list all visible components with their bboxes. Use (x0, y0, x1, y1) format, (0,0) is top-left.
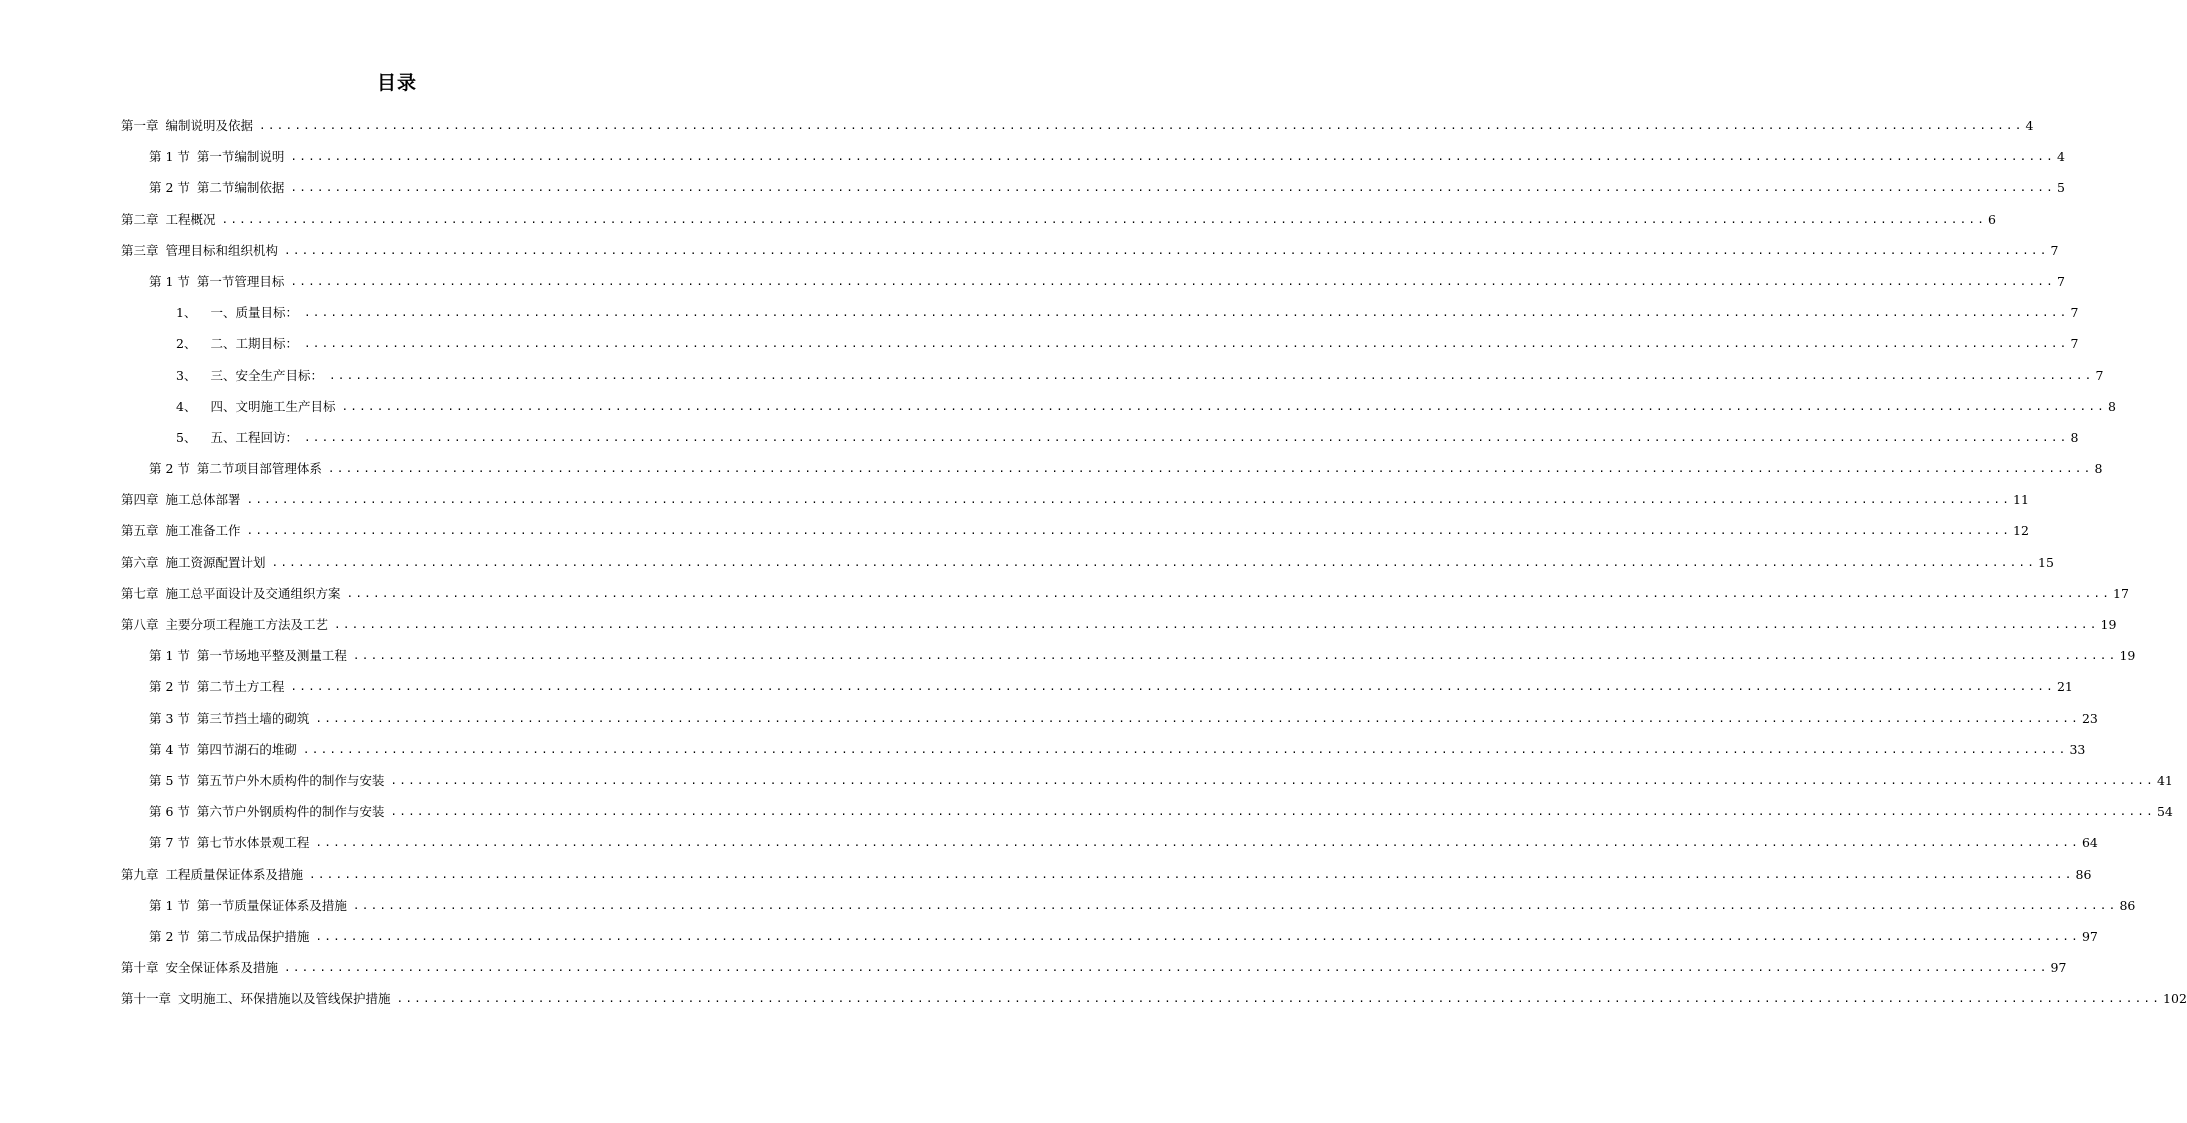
toc-entry[interactable] (121, 235, 2059, 266)
toc-entry-number: 2、 (176, 336, 197, 352)
toc-entry-number: 第 2 节 (149, 180, 190, 196)
toc-entry-page-number: 41 (2156, 772, 2173, 788)
toc-entry-page-number: 19 (2100, 617, 2117, 632)
toc-entry-title: 文明施工、环保措施以及管线保护措施 (178, 991, 391, 1007)
toc-entry-page-number: 33 (2069, 741, 2086, 757)
toc-entry-number: 第 2 节 (149, 461, 190, 477)
toc-leader-dots: ........................................................................................................................................................................................................ (271, 555, 2037, 569)
toc-entry-number: 第五章 (121, 523, 159, 539)
toc-entry-number: 第 5 节 (149, 772, 190, 788)
toc-entry[interactable] (121, 515, 2029, 546)
toc-entry-title: 第二节项目部管理体系 (196, 461, 322, 477)
toc-entry-title: 第一节场地平整及测量工程 (196, 648, 347, 664)
toc-entry[interactable] (121, 578, 2129, 609)
toc-leader-dots: ........................................................................................................................................................................................................ (341, 399, 2106, 413)
toc-entry-page-number: 8 (2070, 429, 2079, 445)
toc-entry-page-number: 7 (2056, 273, 2065, 289)
toc-entry[interactable] (121, 422, 2079, 453)
toc-entry-page-number: 86 (2075, 866, 2092, 882)
toc-leader-dots: ........................................................................................................................................................................................................ (290, 274, 2055, 288)
toc-entry-page-number: 97 (2081, 928, 2098, 944)
toc-leader-dots: ........................................................................................................................................................................................................ (246, 493, 2012, 507)
toc-leader-dots: ........................................................................................................................................................................................................ (221, 212, 1987, 226)
toc-entry[interactable] (121, 609, 2117, 640)
toc-list (121, 110, 2187, 1014)
toc-leader-dots: ........................................................................................................................................................................................................ (246, 524, 2012, 538)
toc-entry[interactable] (121, 671, 2073, 702)
toc-entry[interactable] (121, 266, 2065, 297)
toc-entry[interactable] (121, 484, 2029, 515)
toc-entry[interactable] (121, 983, 2187, 1014)
toc-leader-dots: ........................................................................................................................................................................................................ (303, 337, 2069, 351)
toc-entry-page-number: 23 (2081, 710, 2098, 726)
toc-entry-page-number: 11 (2013, 492, 2029, 508)
toc-entry-number: 第 7 节 (149, 835, 190, 851)
toc-entry-number: 第 1 节 (149, 897, 190, 913)
toc-entry-page-number: 5 (2056, 180, 2065, 196)
toc-entry-title: 工程概况 (165, 211, 216, 227)
toc-entry[interactable] (121, 110, 2034, 141)
toc-entry-number: 第 3 节 (149, 710, 190, 726)
toc-entry-page-number: 86 (2119, 897, 2136, 913)
toc-entry-title: 四、文明施工生产目标 (210, 398, 336, 414)
toc-entry-title: 第一节质量保证体系及措施 (196, 897, 347, 913)
toc-entry-page-number: 97 (2050, 960, 2067, 976)
toc-leader-dots: ........................................................................................................................................................................................................ (390, 773, 2155, 787)
toc-entry[interactable] (121, 734, 2086, 765)
toc-entry-number: 第 6 节 (149, 804, 190, 820)
toc-leader-dots: ........................................................................................................................................................................................................ (346, 586, 2112, 600)
toc-entry[interactable] (121, 640, 2136, 671)
toc-leader-dots: ........................................................................................................................................................................................................ (315, 836, 2080, 850)
toc-entry-title: 主要分项工程施工方法及工艺 (165, 617, 329, 632)
toc-leader-dots: ........................................................................................................................................................................................................ (290, 680, 2055, 694)
toc-entry[interactable] (121, 297, 2079, 328)
toc-entry-title: 第二节成品保护措施 (196, 928, 310, 944)
toc-entry[interactable] (121, 827, 2098, 858)
toc-entry-number: 第 1 节 (149, 273, 190, 289)
toc-entry-title: 第一节编制说明 (196, 149, 285, 165)
toc-entry-page-number: 19 (2119, 648, 2136, 664)
toc-entry[interactable] (121, 391, 2116, 422)
toc-entry-page-number: 4 (2025, 118, 2034, 133)
toc-leader-dots: ........................................................................................................................................................................................................ (315, 711, 2080, 725)
toc-entry-title: 工程质量保证体系及措施 (165, 866, 304, 882)
toc-entry[interactable] (121, 172, 2065, 203)
toc-leader-dots: ........................................................................................................................................................................................................ (352, 898, 2118, 912)
toc-entry-page-number: 4 (2056, 149, 2065, 165)
toc-entry-number: 第三章 (121, 242, 159, 258)
toc-entry-number: 第 1 节 (149, 149, 190, 165)
toc-entry[interactable] (121, 453, 2103, 484)
toc-entry[interactable] (121, 921, 2098, 952)
toc-leader-dots: ........................................................................................................................................................................................................ (334, 618, 2099, 631)
toc-entry-number: 第 2 节 (149, 928, 190, 944)
toc-entry-number: 5、 (176, 429, 197, 445)
toc-entry[interactable] (121, 328, 2079, 359)
toc-entry-number: 第六章 (121, 554, 159, 570)
toc-entry-page-number: 7 (2070, 336, 2079, 352)
toc-entry-title: 施工总体部署 (165, 492, 241, 508)
toc-entry-title: 一、质量目标： (210, 305, 298, 321)
toc-entry-page-number: 15 (2038, 554, 2054, 570)
toc-entry-number: 第八章 (121, 617, 159, 632)
toc-entry-title: 管理目标和组织机构 (165, 242, 279, 258)
toc-entry-title: 五、工程回访： (210, 429, 298, 445)
toc-entry[interactable] (121, 703, 2098, 734)
toc-leader-dots: ........................................................................................................................................................................................................ (328, 368, 2094, 382)
toc-entry-title: 二、工期目标： (210, 336, 298, 352)
toc-entry-title: 施工资源配置计划 (165, 554, 266, 570)
toc-entry-number: 第十章 (121, 960, 159, 976)
toc-entry-page-number: 102 (2163, 991, 2187, 1007)
toc-entry-number: 第十一章 (121, 991, 172, 1007)
toc-entry[interactable] (121, 952, 2067, 983)
toc-entry-number: 第 1 节 (149, 648, 190, 664)
toc-entry-title: 编制说明及依据 (165, 118, 254, 133)
toc-entry-page-number: 6 (1988, 211, 1996, 227)
toc-entry-page-number: 8 (2094, 461, 2103, 477)
toc-leader-dots: ........................................................................................................................................................................................................ (327, 462, 2093, 476)
toc-entry[interactable] (121, 360, 2104, 391)
toc-entry-number: 第四章 (121, 492, 159, 508)
toc-leader-dots: ........................................................................................................................................................................................................ (303, 430, 2069, 444)
toc-entry-number: 4、 (176, 398, 197, 414)
toc-entry-title: 施工总平面设计及交通组织方案 (165, 585, 341, 601)
toc-entry[interactable] (121, 796, 2173, 827)
toc-entry-page-number: 12 (2013, 523, 2029, 539)
toc-entry-number: 第二章 (121, 211, 159, 227)
toc-entry[interactable] (121, 141, 2065, 172)
toc-leader-dots: ........................................................................................................................................................................................................ (309, 867, 2074, 881)
toc-entry[interactable] (121, 890, 2136, 921)
toc-entry-number: 1、 (176, 305, 197, 321)
toc-entry-title: 第一节管理目标 (196, 273, 285, 289)
page-title: 目录 (376, 72, 417, 94)
toc-leader-dots: ........................................................................................................................................................................................................ (396, 992, 2162, 1006)
toc-entry-page-number: 54 (2156, 804, 2173, 820)
toc-entry-number: 第七章 (121, 585, 159, 601)
toc-entry-page-number: 7 (2050, 242, 2059, 258)
toc-entry[interactable] (121, 859, 2092, 890)
toc-entry-title: 第二节编制依据 (196, 180, 285, 196)
toc-entry-page-number: 7 (2070, 305, 2079, 321)
toc-entry-title: 第四节湖石的堆砌 (196, 741, 297, 757)
toc-leader-dots: ........................................................................................................................................................................................................ (352, 649, 2118, 663)
toc-entry-page-number: 21 (2056, 679, 2073, 695)
toc-entry-title: 第七节水体景观工程 (196, 835, 310, 851)
toc-entry-title: 第二节土方工程 (196, 679, 285, 695)
toc-leader-dots: ........................................................................................................................................................................................................ (390, 805, 2155, 819)
toc-entry-page-number: 7 (2095, 367, 2104, 383)
toc-leader-dots: ........................................................................................................................................................................................................ (284, 243, 2049, 257)
toc-leader-dots: ........................................................................................................................................................................................................ (290, 181, 2055, 195)
toc-entry[interactable] (121, 547, 2054, 578)
toc-leader-dots: ........................................................................................................................................................................................................ (303, 306, 2069, 320)
toc-entry-number: 第一章 (121, 118, 159, 133)
toc-entry-title: 安全保证体系及措施 (165, 960, 279, 976)
toc-entry-number: 第 4 节 (149, 741, 190, 757)
toc-entry[interactable] (121, 765, 2173, 796)
toc-entry-page-number: 17 (2113, 585, 2129, 601)
toc-leader-dots: ........................................................................................................................................................................................................ (259, 119, 2024, 132)
toc-entry-number: 第 2 节 (149, 679, 190, 695)
toc-entry-number: 第九章 (121, 866, 159, 882)
toc-entry-number: 3、 (176, 367, 197, 383)
toc-entry-page-number: 8 (2107, 398, 2116, 414)
toc-entry-title: 施工准备工作 (165, 523, 241, 539)
toc-entry-title: 第五节户外木质构件的制作与安装 (196, 772, 385, 788)
toc-leader-dots: ........................................................................................................................................................................................................ (315, 929, 2080, 943)
toc-leader-dots: ........................................................................................................................................................................................................ (284, 961, 2049, 975)
toc-entry-title: 第六节户外钢质构件的制作与安装 (196, 804, 385, 820)
toc-entry-title: 第三节挡土墙的砌筑 (196, 710, 310, 726)
toc-leader-dots: ........................................................................................................................................................................................................ (302, 742, 2068, 756)
toc-leader-dots: ........................................................................................................................................................................................................ (290, 150, 2055, 164)
toc-entry-page-number: 64 (2081, 835, 2098, 851)
toc-entry-title: 三、安全生产目标： (210, 367, 323, 383)
toc-entry[interactable] (121, 204, 1996, 235)
